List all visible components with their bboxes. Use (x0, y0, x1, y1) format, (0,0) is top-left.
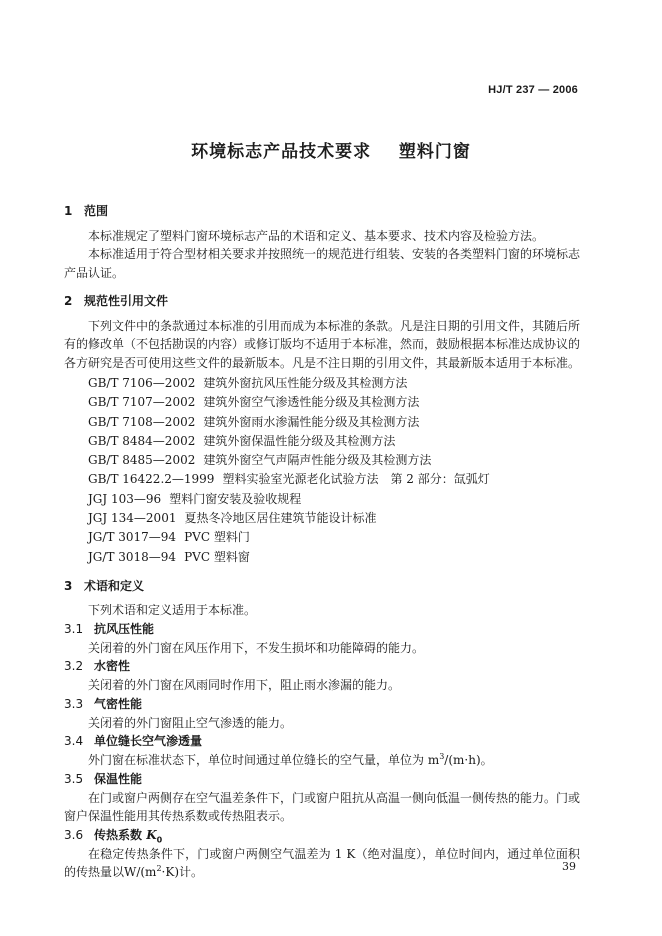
reference-name: 建筑外窗空气渗透性能分级及其检测方法 (203, 395, 420, 410)
reference-code: JGJ 134—2001 (88, 511, 177, 526)
term-definition: 关闭着的外门窗在风压作用下，不发生损坏和功能障碍的能力。 (88, 640, 425, 655)
reference-code: GB/T 16422.2—1999 (88, 472, 215, 487)
term-title: 单位缝长空气渗透量 (94, 734, 203, 749)
section-number: 1 (64, 204, 73, 218)
section-heading (64, 292, 580, 311)
reference-name: PVC 塑料窗 (184, 549, 250, 564)
list-item (64, 393, 580, 412)
term-heading (64, 826, 580, 845)
definition-text: 外门窗在标准状态下，单位时间通过单位缝长的空气量，单位为 m (88, 753, 440, 768)
term-number: 3.4 (64, 734, 84, 749)
term-heading (64, 657, 580, 676)
reference-list (64, 374, 580, 567)
term-number: 3.6 (64, 827, 84, 842)
list-item (64, 528, 580, 547)
reference-code: JG/T 3018—94 (88, 549, 177, 564)
paragraph: 本标准规定了塑料门窗环境标志产品的术语和定义、基本要求、技术内容及检验方法。 (88, 228, 545, 243)
reference-name: 建筑外窗抗风压性能分级及其检测方法 (203, 376, 408, 390)
section-heading (64, 577, 580, 596)
reference-code: JGJ 103—96 (88, 491, 162, 506)
section-normative-references (64, 292, 580, 567)
paragraph: 下列术语和定义适用于本标准。 (88, 603, 257, 618)
section-title: 范围 (84, 204, 109, 218)
list-item (64, 451, 580, 470)
paragraph: 本标准适用于符合型材相关要求并按照统一的规范进行组装、安装的各类塑料门窗的环境标志产品认证。 (64, 247, 581, 280)
term-title: 水密性 (94, 659, 131, 674)
term-title: 保温性能 (94, 771, 143, 786)
reference-name: PVC 塑料门 (184, 530, 250, 545)
page-number: 39 (562, 860, 576, 873)
list-item (64, 432, 580, 451)
reference-name: 塑料实验室光源老化试验方法 第 2 部分：氙弧灯 (222, 472, 490, 487)
document-body (64, 202, 580, 892)
term-heading (64, 620, 580, 639)
reference-name: 建筑外窗雨水渗漏性能分级及其检测方法 (203, 414, 420, 429)
term-heading (64, 770, 580, 789)
term-heading (64, 695, 580, 714)
section-number: 2 (64, 294, 73, 308)
paragraph: 下列文件中的条款通过本标准的引用而成为本标准的条款。凡是注日期的引用文件，其随后所有的修改单（不包括勘误的内容）或修订版均不适用于本标准，然而，鼓励根据本标准达成协议的各方研究是否可使用这些文件的最新版本。凡是不注日期的引用文件，其最新版本适用于本标准。 (64, 318, 581, 370)
term-definition (64, 751, 580, 770)
reference-code: JG/T 3017—94 (88, 530, 177, 545)
definition-text: 在稳定传热条件下，门或窗户两侧空气温差为 1 K（绝对温度），单位时间内，通过单位面积的传热量以W/(m (64, 846, 580, 880)
reference-code: GB/T 7107—2002 (88, 395, 196, 410)
definition-text: ·K)计。 (161, 865, 204, 880)
section-title: 规范性引用文件 (84, 294, 169, 308)
term-definition: 在门或窗户两侧存在空气温差条件下，门或窗户阻抗从高温一侧向低温一侧传热的能力。门或窗户保温性能用其传热系数或传热阻表示。 (64, 790, 581, 824)
term-definition: 关闭着的外门窗阻止空气渗透的能力。 (88, 715, 293, 730)
definition-text: /(m·h)。 (444, 753, 493, 768)
term-title: 抗风压性能 (94, 621, 155, 636)
section-scope (64, 202, 580, 282)
term-title: 传热系数 (94, 827, 147, 842)
term-heading (64, 732, 580, 751)
reference-code: GB/T 8485—2002 (88, 453, 196, 468)
superscript: 3 (439, 752, 445, 762)
section-title: 术语和定义 (84, 578, 145, 593)
term-definition: 关闭着的外门窗在风雨同时作用下，阻止雨水渗漏的能力。 (88, 678, 401, 693)
list-item (64, 413, 580, 432)
list-item (64, 490, 580, 509)
reference-name: 塑料门窗安装及验收规程 (169, 491, 302, 506)
term-symbol: K (146, 827, 157, 842)
section-number: 3 (64, 578, 73, 593)
section-terms-definitions (64, 577, 580, 882)
term-definition (64, 845, 580, 882)
subscript: 0 (156, 835, 163, 845)
list-item (64, 509, 580, 528)
term-number: 3.5 (64, 771, 84, 786)
reference-code: GB/T 7108—2002 (88, 414, 196, 429)
reference-name: 夏热冬冷地区居住建筑节能设计标准 (184, 511, 377, 526)
reference-name: 建筑外窗空气声隔声性能分级及其检测方法 (203, 453, 432, 468)
term-title: 气密性能 (94, 696, 143, 711)
reference-name: 建筑外窗保温性能分级及其检测方法 (203, 433, 396, 448)
term-number: 3.2 (64, 659, 84, 674)
standard-code: HJ/T 237 — 2006 (488, 84, 578, 96)
list-item (64, 548, 580, 567)
term-number: 3.3 (64, 696, 84, 711)
list-item (64, 470, 580, 489)
superscript: 2 (156, 864, 162, 874)
reference-code: GB/T 8484—2002 (88, 433, 196, 448)
section-heading (64, 202, 580, 221)
document-title: 环境标志产品技术要求 塑料门窗 (191, 142, 471, 162)
term-number: 3.1 (64, 621, 84, 636)
reference-code: GB/T 7106—2002 (88, 376, 196, 390)
list-item (64, 374, 580, 393)
